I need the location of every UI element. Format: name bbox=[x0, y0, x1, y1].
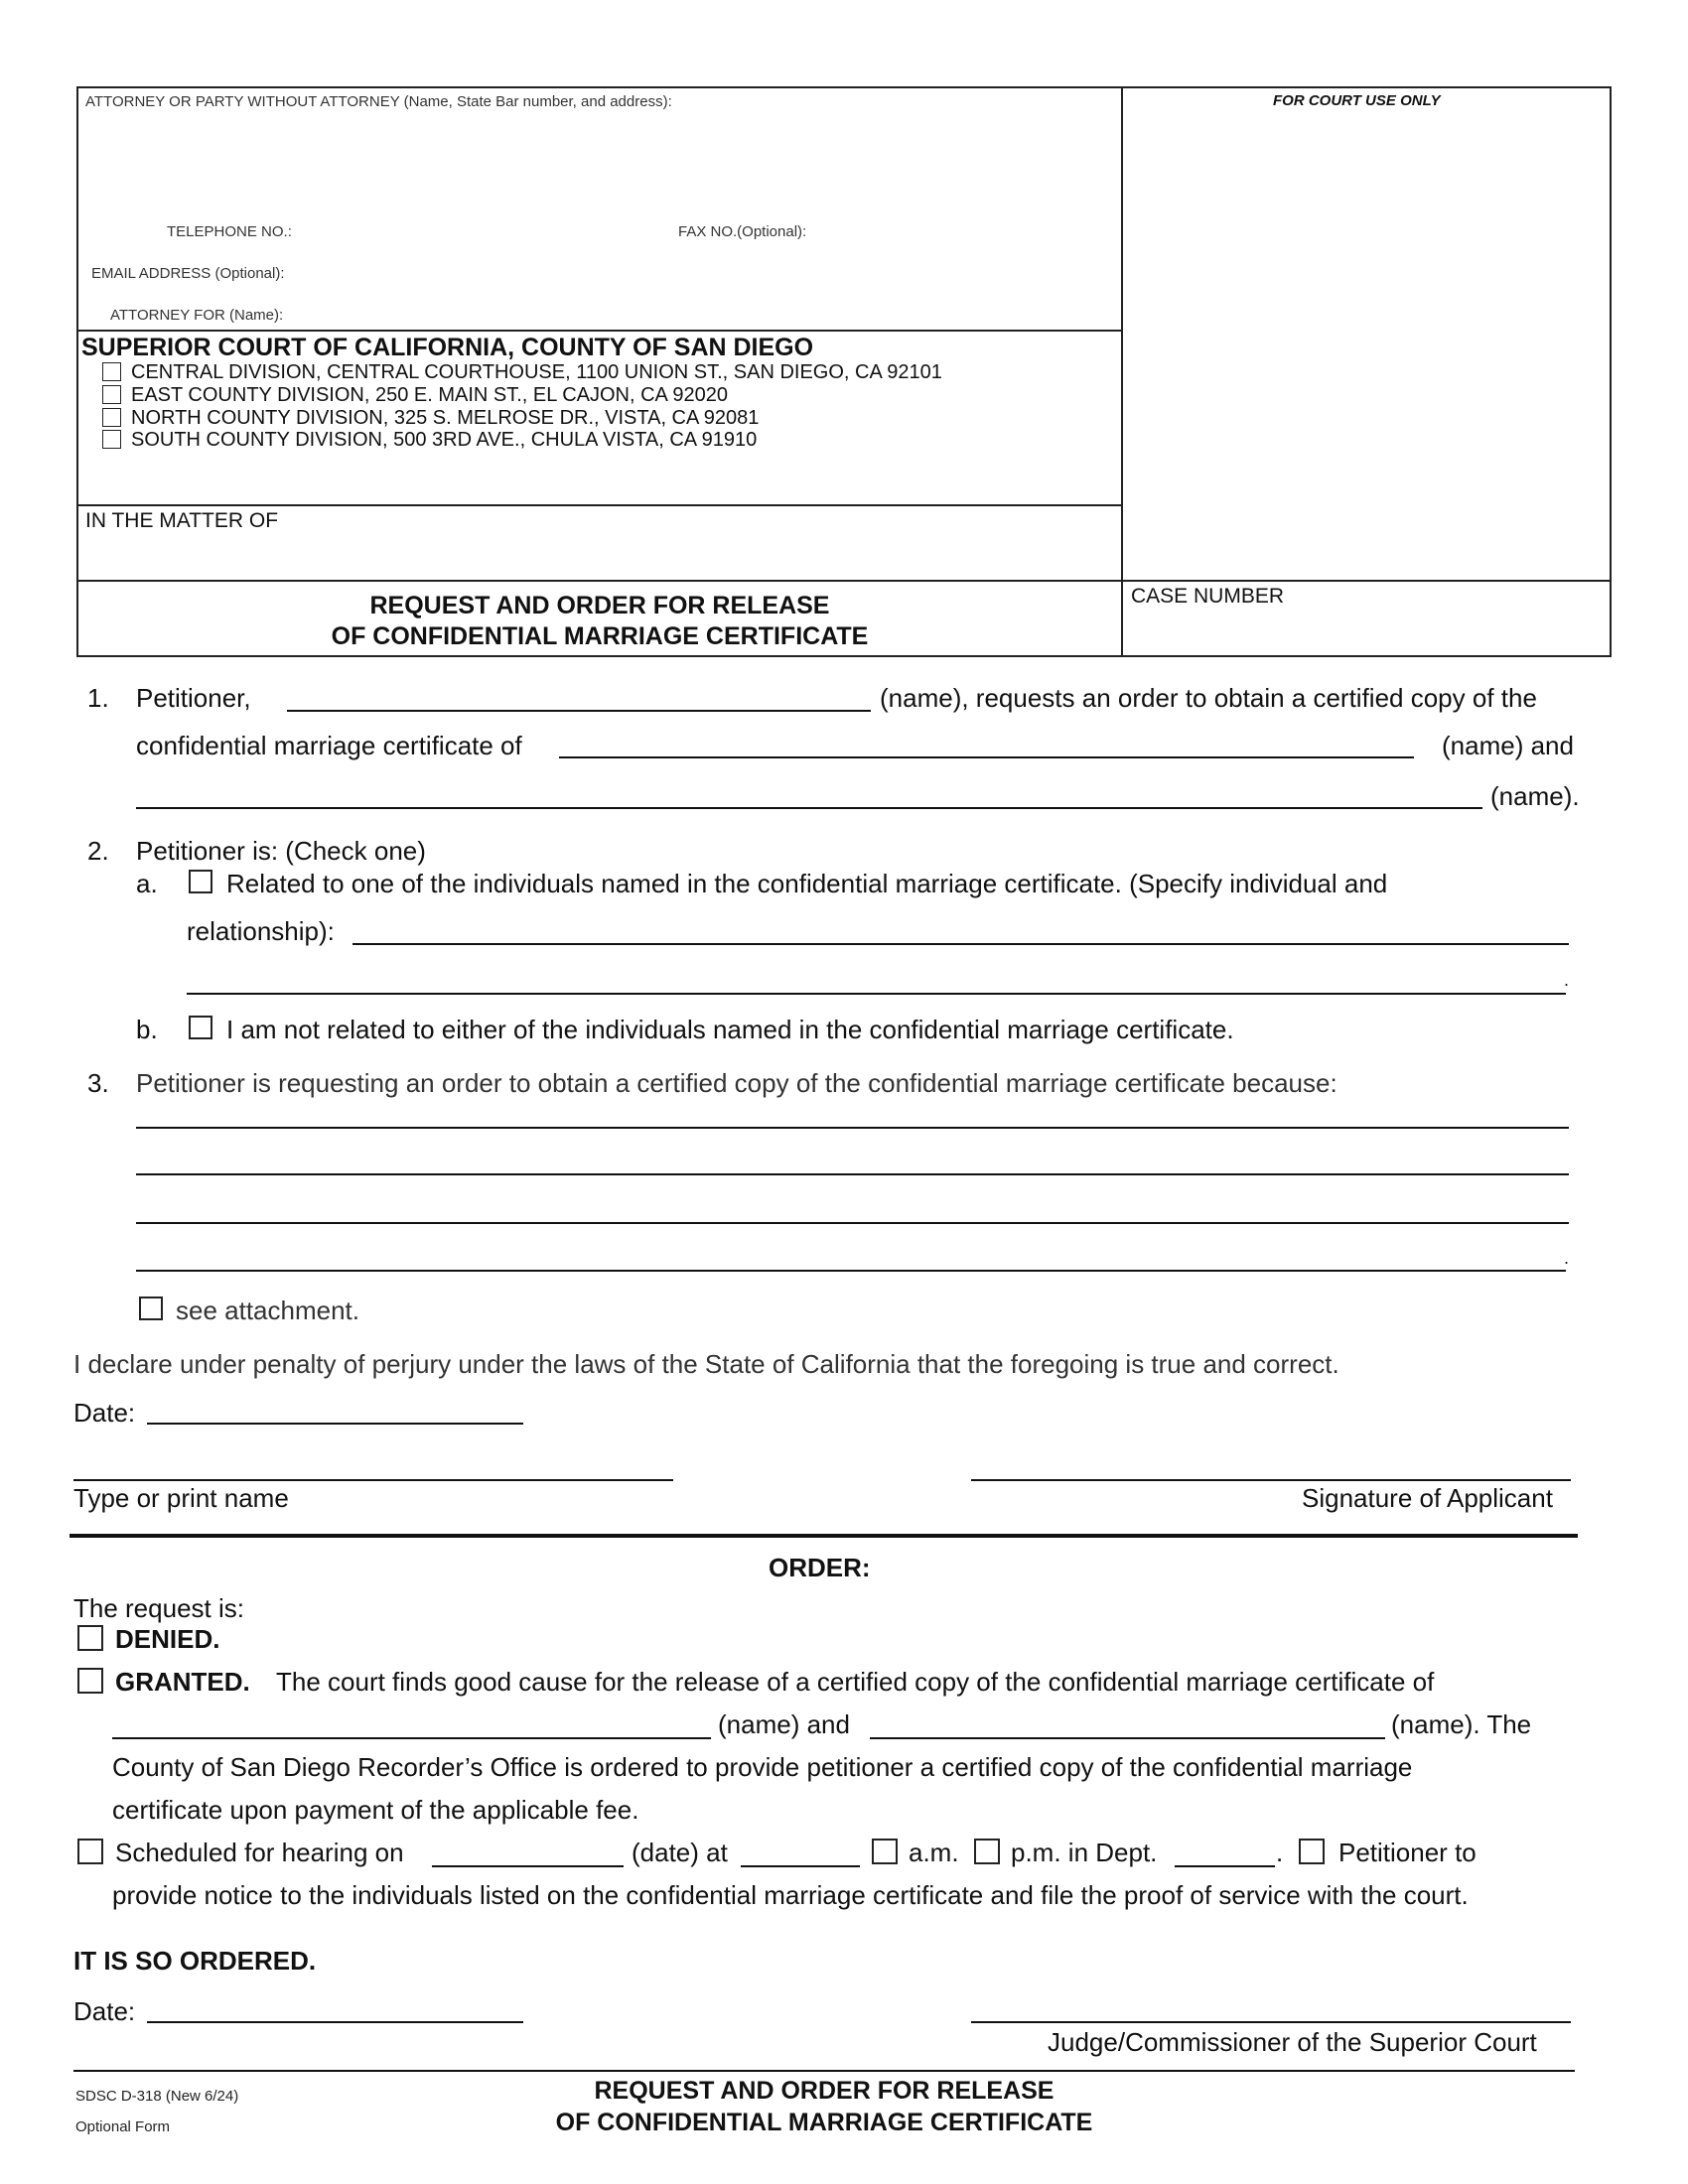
form-number: SDSC D-318 (New 6/24) bbox=[75, 2088, 239, 2105]
related-checkbox[interactable] bbox=[189, 870, 212, 893]
petitioner-notice-checkbox[interactable] bbox=[1299, 1839, 1325, 1864]
judge-signature-line[interactable] bbox=[971, 2021, 1571, 2023]
reason-line-2[interactable] bbox=[136, 1173, 1569, 1175]
signature-label: Signature of Applicant bbox=[1302, 1483, 1553, 1513]
request-is-label: The request is: bbox=[73, 1593, 244, 1623]
granted-name-the: (name). The bbox=[1391, 1709, 1532, 1739]
footer-divider bbox=[73, 2070, 1575, 2072]
division-east: EAST COUNTY DIVISION, 250 E. MAIN ST., EL CAJON, CA 92020 bbox=[131, 384, 728, 406]
order-date-line[interactable] bbox=[147, 2021, 523, 2023]
item2-a-text: Related to one of the individuals named in the confidential marriage certificate. (Specify individual and bbox=[226, 869, 1388, 898]
petitioner-to-label: Petitioner to bbox=[1338, 1838, 1477, 1867]
denied-label: DENIED. bbox=[115, 1624, 220, 1654]
am-checkbox[interactable] bbox=[872, 1839, 898, 1864]
print-name-label: Type or print name bbox=[73, 1483, 289, 1513]
granted-text: The court finds good cause for the release of a certified copy of the confidential marriage certificate of bbox=[276, 1667, 1435, 1697]
optional-form: Optional Form bbox=[75, 2118, 171, 2135]
form-title-line1: REQUEST AND ORDER FOR RELEASE bbox=[369, 592, 830, 619]
item3-number: 3. bbox=[87, 1068, 109, 1098]
court-use-box bbox=[1121, 86, 1612, 582]
pm-checkbox[interactable] bbox=[974, 1839, 1000, 1864]
granted-name1-line[interactable] bbox=[112, 1737, 711, 1739]
east-division-checkbox[interactable] bbox=[102, 385, 121, 404]
print-name-line[interactable] bbox=[73, 1479, 673, 1481]
court-use-label: FOR COURT USE ONLY bbox=[1273, 92, 1441, 109]
telephone-label: TELEPHONE NO.: bbox=[167, 223, 292, 240]
declaration-date-line[interactable] bbox=[147, 1423, 523, 1425]
see-attachment-label: see attachment. bbox=[176, 1296, 359, 1325]
item1-request-text: (name), requests an order to obtain a certified copy of the bbox=[880, 683, 1537, 713]
individual2-name-line[interactable] bbox=[136, 807, 1482, 809]
attorney-label: ATTORNEY OR PARTY WITHOUT ATTORNEY (Name, State Bar number, and address): bbox=[85, 93, 672, 110]
south-division-checkbox[interactable] bbox=[102, 430, 121, 449]
dept-line[interactable] bbox=[1175, 1865, 1275, 1867]
hearing-date-line[interactable] bbox=[432, 1865, 624, 1867]
granted-name2-line[interactable] bbox=[870, 1737, 1385, 1739]
item1-petitioner: Petitioner, bbox=[136, 683, 251, 713]
division-central: CENTRAL DIVISION, CENTRAL COURTHOUSE, 1100 UNION ST., SAN DIEGO, CA 92101 bbox=[131, 361, 942, 383]
reason-line-3[interactable] bbox=[136, 1222, 1569, 1224]
relationship-line-1[interactable] bbox=[352, 943, 1569, 945]
email-label: EMAIL ADDRESS (Optional): bbox=[91, 265, 285, 282]
central-division-checkbox[interactable] bbox=[102, 362, 121, 381]
granted-name-and: (name) and bbox=[718, 1709, 850, 1739]
declaration-date-label: Date: bbox=[73, 1398, 136, 1428]
item3-text: Petitioner is requesting an order to obtain a certified copy of the confidential marriage certificate because: bbox=[136, 1068, 1337, 1098]
judge-label: Judge/Commissioner of the Superior Court bbox=[1048, 2027, 1537, 2057]
item2-number: 2. bbox=[87, 836, 109, 866]
matter-label: IN THE MATTER OF bbox=[85, 509, 279, 532]
petitioner-name-line[interactable] bbox=[287, 710, 871, 712]
order-date-label: Date: bbox=[73, 1996, 136, 2026]
applicant-signature-line[interactable] bbox=[971, 1479, 1571, 1481]
individual1-name-line[interactable] bbox=[559, 756, 1414, 758]
reason-line-4[interactable] bbox=[136, 1270, 1566, 1272]
am-label: a.m. bbox=[909, 1838, 959, 1867]
item2-period: . bbox=[1564, 970, 1570, 990]
recorder-line1: County of San Diego Recorder’s Office is ordered to provide petitioner a certified copy of the confidential marriage bbox=[112, 1752, 1413, 1782]
hearing-time-line[interactable] bbox=[741, 1865, 860, 1867]
dept-period: . bbox=[1276, 1838, 1284, 1867]
scheduled-label: Scheduled for hearing on bbox=[115, 1838, 404, 1867]
granted-label: GRANTED. bbox=[115, 1667, 250, 1697]
notice-text: provide notice to the individuals listed on the confidential marriage certificate and file the proof of service with the court. bbox=[112, 1880, 1469, 1910]
so-ordered: IT IS SO ORDERED. bbox=[73, 1946, 317, 1976]
north-division-checkbox[interactable] bbox=[102, 408, 121, 427]
item2-b-text: I am not related to either of the individuals named in the confidential marriage certificate. bbox=[226, 1015, 1234, 1044]
recorder-line2: certificate upon payment of the applicable fee. bbox=[112, 1795, 639, 1825]
item1-number: 1. bbox=[87, 683, 109, 713]
division-south: SOUTH COUNTY DIVISION, 500 3RD AVE., CHULA VISTA, CA 91910 bbox=[131, 429, 758, 451]
item2-relationship: relationship): bbox=[187, 916, 335, 946]
item1-cert-of: confidential marriage certificate of bbox=[136, 731, 522, 760]
item1-name-end: (name). bbox=[1490, 781, 1580, 811]
item2-heading: Petitioner is: (Check one) bbox=[136, 836, 426, 866]
reason-line-1[interactable] bbox=[136, 1127, 1569, 1129]
division-north: NORTH COUNTY DIVISION, 325 S. MELROSE DR., VISTA, CA 92081 bbox=[131, 407, 760, 429]
court-name: SUPERIOR COURT OF CALIFORNIA, COUNTY OF SAN DIEGO bbox=[81, 334, 814, 361]
item2-b-letter: b. bbox=[136, 1015, 158, 1044]
granted-checkbox[interactable] bbox=[77, 1668, 103, 1694]
item1-name-and: (name) and bbox=[1442, 731, 1574, 760]
footer-title-line2: OF CONFIDENTIAL MARRIAGE CERTIFICATE bbox=[555, 2109, 1093, 2136]
hearing-checkbox[interactable] bbox=[77, 1839, 103, 1864]
attorney-for-label: ATTORNEY FOR (Name): bbox=[110, 307, 284, 324]
pm-dept-label: p.m. in Dept. bbox=[1011, 1838, 1158, 1867]
see-attachment-checkbox[interactable] bbox=[139, 1297, 163, 1320]
footer-title-line1: REQUEST AND ORDER FOR RELEASE bbox=[594, 2077, 1055, 2105]
denied-checkbox[interactable] bbox=[77, 1625, 103, 1651]
item3-period: . bbox=[1564, 1248, 1570, 1268]
form-title-line2: OF CONFIDENTIAL MARRIAGE CERTIFICATE bbox=[331, 622, 869, 650]
not-related-checkbox[interactable] bbox=[189, 1016, 212, 1039]
item2-a-letter: a. bbox=[136, 869, 158, 898]
attorney-box bbox=[76, 86, 1123, 332]
date-at-label: (date) at bbox=[632, 1838, 728, 1867]
relationship-line-2[interactable] bbox=[187, 993, 1566, 995]
declaration-text: I declare under penalty of perjury under the laws of the State of California that the foregoing is true and correct. bbox=[73, 1349, 1339, 1379]
order-heading: ORDER: bbox=[769, 1553, 871, 1582]
fax-label: FAX NO.(Optional): bbox=[678, 223, 807, 240]
case-number-label: CASE NUMBER bbox=[1131, 585, 1285, 608]
order-divider bbox=[70, 1534, 1578, 1538]
